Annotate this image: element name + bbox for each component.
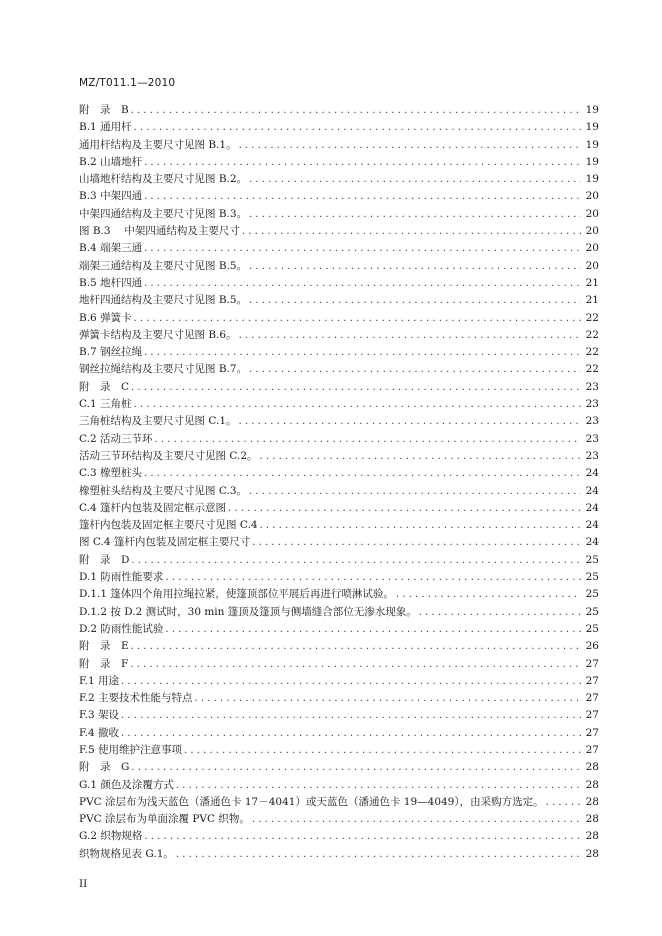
toc-entry-title: F.4 撤收 [79, 726, 120, 739]
toc-entry-title: 山墙地杆结构及主要尺寸见图 B.2。 [79, 173, 248, 186]
toc-entry-page: 27 [585, 657, 599, 670]
toc-entry-title: C.3 橡塑桩头 [79, 467, 143, 480]
toc-entry[interactable] [79, 171, 599, 188]
toc-entry-title: 图 C.4 篷杆内包装及固定框主要尺寸 [79, 536, 251, 549]
toc-entry-page: 24 [585, 519, 599, 532]
toc-entry[interactable] [79, 811, 599, 828]
toc-entry-page: 19 [585, 138, 599, 151]
toc-entry-title: 织物规格见表 G.1。 [79, 847, 174, 860]
dot-leader [165, 621, 581, 638]
toc-entry-page: 27 [585, 692, 599, 705]
toc-entry[interactable] [79, 240, 599, 257]
toc-entry-title: D.1.2 按 D.2 测试时，30 min 篷顶及篷顶与侧墙缝合部位无渗水现象。 [79, 605, 417, 618]
toc-entry-title: 附 录 E [79, 640, 129, 653]
dot-leader [144, 154, 581, 171]
toc-entry[interactable] [79, 258, 599, 275]
toc-entry[interactable] [79, 154, 599, 171]
toc-entry-page: 23 [585, 398, 599, 411]
toc-entry[interactable] [79, 223, 599, 240]
toc-entry-title: 图 B.3 中架四通结构及主要尺寸 [79, 225, 240, 238]
toc-entry-title: 橡塑桩头结构及主要尺寸见图 C.3。 [79, 484, 248, 497]
toc-entry[interactable] [79, 483, 599, 500]
dot-leader [131, 638, 581, 655]
dot-leader [165, 569, 581, 586]
dot-leader [260, 448, 581, 465]
toc-entry-page: 21 [585, 276, 599, 289]
toc-entry[interactable] [79, 431, 599, 448]
toc-entry[interactable] [79, 604, 599, 621]
dot-leader [260, 517, 581, 534]
toc-entry-title: PVC 涂层布为浅天蓝色（潘通色卡 17－4041）或天蓝色（潘通色卡 19—4049），由采购方选定。 [79, 795, 544, 808]
dot-leader [144, 828, 581, 845]
dot-leader [121, 707, 581, 724]
toc-entry-title: 钢丝拉绳结构及主要尺寸见图 B.7。 [79, 363, 248, 376]
toc-entry-page: 22 [585, 328, 599, 341]
toc-entry-title: 附 录 G [79, 761, 130, 774]
toc-entry-page: 25 [585, 588, 599, 601]
toc-entry[interactable] [79, 621, 599, 638]
dot-leader [396, 586, 581, 603]
dot-leader [144, 188, 581, 205]
dot-leader [134, 310, 581, 327]
dot-leader [144, 275, 581, 292]
dot-leader [144, 344, 581, 361]
toc-entry[interactable] [79, 310, 599, 327]
toc-entry-page: 26 [585, 640, 599, 653]
toc-entry-page: 19 [585, 104, 599, 116]
toc-entry-page: 27 [585, 743, 599, 756]
toc-entry-page: 25 [585, 553, 599, 566]
toc-entry-title: C.2 活动三节环 [79, 432, 153, 445]
toc-entry-title: F.2 主要技术性能与特点 [79, 692, 193, 705]
toc-entry-title: 地杆四通结构及主要尺寸见图 B.5。 [79, 294, 248, 307]
dot-leader [176, 846, 581, 863]
toc-entry[interactable] [79, 673, 599, 690]
toc-entry-page: 27 [585, 709, 599, 722]
toc-entry[interactable] [79, 707, 599, 724]
dot-leader [184, 742, 581, 759]
toc-entry-title: 附 录 D [79, 553, 130, 566]
toc-entry-page: 20 [585, 242, 599, 255]
toc-entry-title: F.5 使用维护注意事项 [79, 743, 183, 756]
toc-entry-page: 28 [585, 778, 599, 791]
toc-entry-title: D.2 防雨性能试验 [79, 622, 164, 635]
toc-entry-page: 22 [585, 311, 599, 324]
toc-entry[interactable] [79, 846, 599, 863]
toc-entry[interactable] [79, 102, 599, 119]
toc-entry-page: 19 [585, 155, 599, 168]
dot-leader [239, 413, 581, 430]
toc-entry[interactable] [79, 188, 599, 205]
toc-entry-title: 中架四通结构及主要尺寸见图 B.3。 [79, 207, 248, 220]
toc-entry-page: 19 [585, 121, 599, 134]
toc-entry-page: 27 [585, 726, 599, 739]
toc-entry[interactable] [79, 534, 599, 551]
toc-entry-title: 三角桩结构及主要尺寸见图 C.1。 [79, 415, 237, 428]
toc-entry-title: B.3 中架四通 [79, 190, 143, 203]
dot-leader [195, 690, 581, 707]
dot-leader [239, 137, 581, 154]
toc-entry-title: D.1 防雨性能要求 [79, 571, 164, 584]
toc-entry[interactable] [79, 586, 599, 603]
toc-entry[interactable] [79, 119, 599, 136]
dot-leader [249, 258, 581, 275]
toc-entry-title: C.4 篷杆内包装及固定框示意图 [79, 501, 227, 514]
toc-entry-page: 25 [585, 571, 599, 584]
toc-entry[interactable] [79, 759, 599, 776]
toc-entry-page: 28 [585, 795, 599, 808]
toc-entry-page: 24 [585, 536, 599, 549]
page-number: II [79, 878, 88, 890]
toc-entry-page: 23 [585, 380, 599, 393]
dot-leader [130, 656, 581, 673]
toc-entry[interactable] [79, 500, 599, 517]
dot-leader [144, 240, 581, 257]
dot-leader [121, 725, 581, 742]
toc-entry-page: 23 [585, 415, 599, 428]
toc-entry-title: 附 录 B [79, 104, 129, 116]
dot-leader [252, 534, 581, 551]
dot-leader [131, 759, 581, 776]
toc-entry-title: B.4 端架三通 [79, 242, 143, 255]
toc-entry-page: 28 [585, 761, 599, 774]
toc-entry-title: B.2 山墙地杆 [79, 155, 143, 168]
toc-entry-page: 20 [585, 259, 599, 272]
toc-entry[interactable] [79, 777, 599, 794]
dot-leader [131, 379, 581, 396]
toc-entry-page: 22 [585, 363, 599, 376]
toc-entry-title: 附 录 C [79, 380, 130, 393]
dot-leader [131, 102, 581, 119]
toc-entry-page: 23 [585, 432, 599, 445]
document-code: MZ/T011.1—2010 [79, 77, 176, 89]
toc-entry[interactable] [79, 828, 599, 845]
toc-entry-page: 25 [585, 605, 599, 618]
toc-entry-title: PVC 涂层布为单面涂覆 PVC 织物。 [79, 813, 250, 826]
toc-entry[interactable] [79, 465, 599, 482]
toc-entry[interactable] [79, 517, 599, 534]
dot-leader [121, 673, 581, 690]
toc-entry-title: C.1 三角桩 [79, 398, 132, 411]
toc-entry-page: 28 [585, 813, 599, 826]
toc-entry-page: 20 [585, 225, 599, 238]
toc-entry-title: 附 录 F [79, 657, 129, 670]
toc-entry[interactable] [79, 137, 599, 154]
toc-entry[interactable] [79, 794, 599, 811]
toc-entry-title: 通用杆结构及主要尺寸见图 B.1。 [79, 138, 237, 151]
toc-entry-page: 20 [585, 190, 599, 203]
toc-entry-title: F.1 用途 [79, 674, 120, 687]
dot-leader [252, 811, 581, 828]
dot-leader [419, 604, 581, 621]
toc-entry-title: 活动三节环结构及主要尺寸见图 C.2。 [79, 449, 258, 462]
dot-leader [134, 119, 581, 136]
toc-entry-title: G.1 颜色及涂覆方式 [79, 778, 174, 791]
dot-leader [249, 361, 581, 378]
toc-entry-page: 19 [585, 173, 599, 186]
dot-leader [228, 500, 581, 517]
toc-entry-page: 21 [585, 294, 599, 307]
toc-entry-page: 24 [585, 501, 599, 514]
dot-leader [546, 794, 581, 811]
toc-entry-title: F.3 架设 [79, 709, 120, 722]
toc-entry[interactable] [79, 690, 599, 707]
dot-leader [249, 206, 581, 223]
toc-entry[interactable] [79, 379, 599, 396]
dot-leader [249, 171, 581, 188]
toc-entry[interactable] [79, 569, 599, 586]
dot-leader [249, 483, 581, 500]
toc-entry-page: 24 [585, 467, 599, 480]
toc-entry-title: B.5 地杆四通 [79, 276, 143, 289]
toc-entry-title: 弹簧卡结构及主要尺寸见图 B.6。 [79, 328, 237, 341]
toc-entry-title: G.2 织物规格 [79, 830, 143, 843]
toc-entry-page: 24 [585, 484, 599, 497]
toc-entry-title: B.1 通用杆 [79, 121, 132, 134]
toc-entry[interactable] [79, 448, 599, 465]
toc-entry-title: B.7 钢丝拉绳 [79, 346, 143, 359]
toc-entry-title: D.1.1 篷体四个角用拉绳拉紧，使篷顶部位平展后再进行喷淋试验。 [79, 588, 394, 601]
toc-entry[interactable] [79, 275, 599, 292]
toc-entry[interactable] [79, 742, 599, 759]
toc-entry[interactable] [79, 396, 599, 413]
dot-leader [155, 431, 581, 448]
dot-leader [134, 396, 581, 413]
toc-entry[interactable] [79, 344, 599, 361]
toc-entry-page: 23 [585, 449, 599, 462]
toc-entry-page: 22 [585, 346, 599, 359]
dot-leader [249, 292, 581, 309]
toc-entry[interactable] [79, 725, 599, 742]
toc-entry-title: B.6 弹簧卡 [79, 311, 132, 324]
toc-entry-page: 28 [585, 847, 599, 860]
toc-entry-page: 27 [585, 674, 599, 687]
toc-entry-page: 20 [585, 207, 599, 220]
toc-entry[interactable] [79, 552, 599, 569]
toc-entry[interactable] [79, 638, 599, 655]
toc-entry-page: 25 [585, 622, 599, 635]
dot-leader [176, 777, 581, 794]
toc-entry[interactable] [79, 327, 599, 344]
toc-entry[interactable] [79, 413, 599, 430]
toc-entry[interactable] [79, 656, 599, 673]
dot-leader [242, 223, 581, 240]
dot-leader [131, 552, 581, 569]
toc-entry-page: 28 [585, 830, 599, 843]
toc-entry-title: 篷杆内包装及固定框主要尺寸见图 C.4 [79, 519, 258, 532]
table-of-contents [79, 102, 599, 863]
toc-entry-title: 端架三通结构及主要尺寸见图 B.5。 [79, 259, 248, 272]
dot-leader [144, 465, 581, 482]
dot-leader [239, 327, 581, 344]
toc-entry[interactable] [79, 292, 599, 309]
toc-entry[interactable] [79, 206, 599, 223]
toc-entry[interactable] [79, 361, 599, 378]
